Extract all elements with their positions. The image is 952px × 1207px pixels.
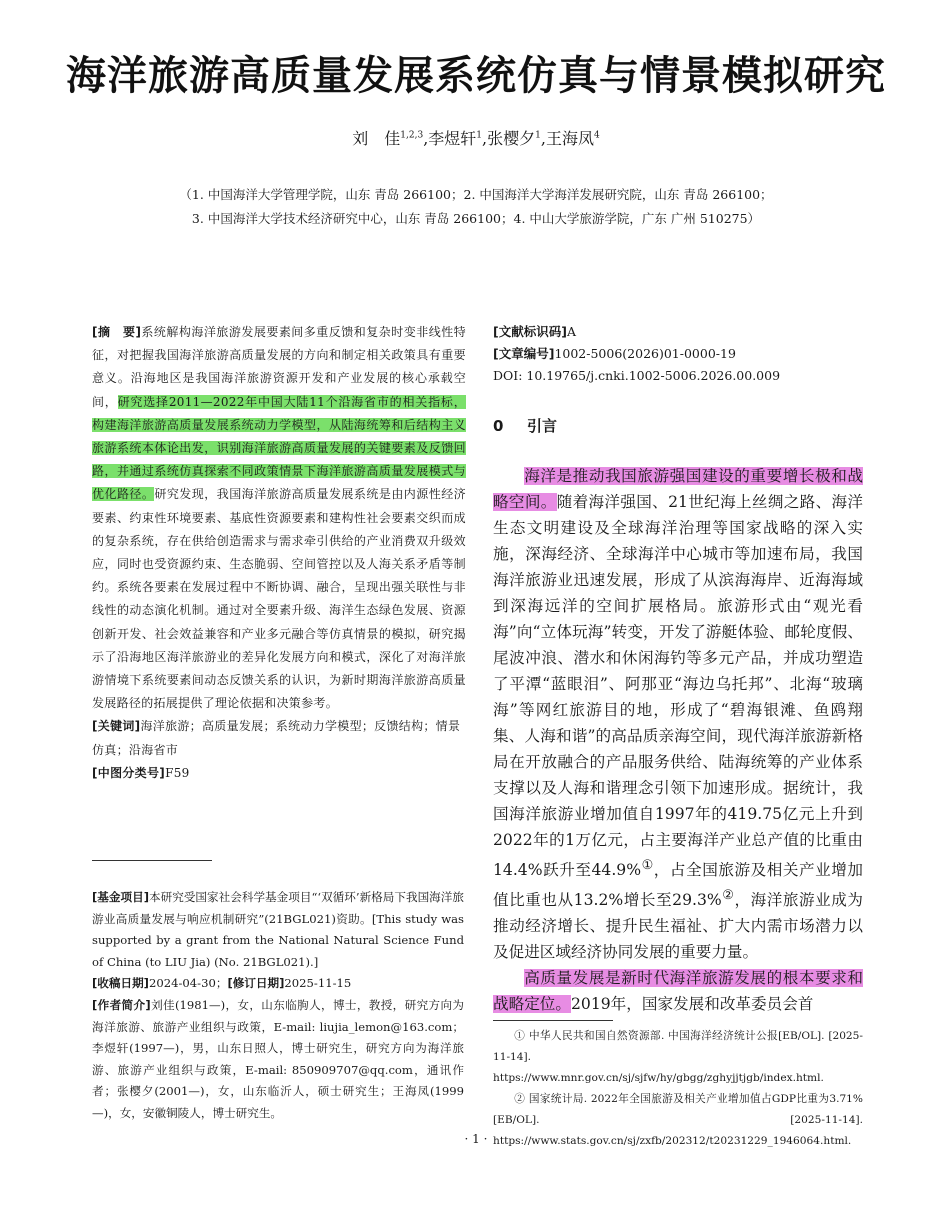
abstract-text: 研究发现，我国海洋旅游高质量发展系统是由内源性经济要素、约束性环境要素、基底性资源要素和建构性社会要素交织而成的复杂系统，存在供给创造需求与需求牵引供给的产业消费双升级效应，同时也受资源约束、生态脆弱、空间管控以及人海关系矛盾等制约。系统各要素在发展过程中不断协调、融合，呈现出强关联性与非线性的动态演化机制。通过对全要素升级、海洋生态绿色发展、资源创新开发、社会效益兼容和产业多元融合等仿真情景的模拟，研究揭示了沿海地区海洋旅游业的差异化发展方向和模式，深化了对海洋旅游情境下系统要素间动态反馈关系的认识，为新时期海洋旅游高质量发展路径的拓展提供了理论依据和决策参考。 — [92, 487, 466, 711]
footnote: ① 中华人民共和国自然资源部. 中国海洋经济统计公报[EB/OL]. [2025-11-14]. https://www.mnr.gov.cn/sj/sjfw/hy/gbgg/zghyjjtjgb/index.html. — [493, 1030, 863, 1084]
intro-paragraph: 海洋是推动我国旅游强国建设的重要增长极和战略空间。随着海洋强国、21世纪海上丝绸之路、海洋生态文明建设及全球海洋治理等国家战略的深入实施，深海经济、全球海洋中心城市等加速布局，我国海洋旅游业迅速发展，形成了从滨海海岸、近海海域到深海远洋的空间扩展格局。旅游形式由“观光看海”向“立体玩海”转变，开发了游艇体验、邮轮度假、尾波冲浪、潜水和休闲海钓等多元产品，并成功塑造了平潭“蓝眼泪”、阿那亚“海边乌托邦”、北海“玻璃海”等网红旅游目的地，形成了“碧海银滩、鱼鸥翔集、人海和谐”的高品质亲海空间，现代海洋旅游新格局在开放融合的产品服务供给、陆海统筹的产业体系支撑以及人海和谐理念引领下加速形成。据统计，我国海洋旅游业增加值自1997年的419.75亿元上升到2022年的1万亿元，占主要海洋产业总产值的比重由14.4%跃升至44.9%①，占全国旅游及相关产业增加值比重也从13.2%增长至29.3%②，海洋旅游业成为推动经济增长、提升民生福祉、扩大内需市场潜力以及促进区域经济协同发展的重要力量。 — [493, 467, 864, 962]
keywords-text: 海洋旅游；高质量发展；系统动力学模型；反馈结构；情景仿真；沿海省市 — [92, 719, 461, 757]
revised-label: [修订日期] — [227, 976, 285, 991]
author-name: 刘 佳 — [352, 129, 401, 148]
keywords — [92, 715, 466, 761]
doc-code: [文献标识码]A — [493, 324, 576, 339]
funding-block — [92, 887, 464, 1125]
author-bio-text: 刘佳(1981—)，女，山东临朐人，博士，教授，研究方向为海洋旅游、旅游产业组织与政策，E-mail: liujia_lemon@163.com；李煜轩(1997—)，男，山东日照人，博士研究生，研究方向为海洋旅游、旅游产业组织与政策，E-mail: 850909707@qq.com，通讯作者；张樱夕(2001—)，女，山东临沂人，硕士研究生；王海凤(1999—)，女，安徽铜陵人，博士研究生。 — [92, 997, 464, 1120]
author-name: 王海凤 — [545, 129, 594, 148]
section-number: 0 — [493, 417, 504, 435]
author-affil-sup: 1 — [476, 130, 483, 141]
left-column — [92, 321, 466, 785]
author-affil-sup: 4 — [593, 130, 600, 141]
classification-code: F59 — [165, 765, 190, 780]
author-name: 李煜轩 — [428, 129, 477, 148]
classification — [92, 762, 466, 785]
article-meta — [493, 321, 863, 387]
abstract-label: [摘 要] — [92, 325, 142, 339]
page-number: · 1 · — [464, 1132, 488, 1146]
intro-highlight: 海洋是推动我国旅游强国建设的重要增长极和战略空间。 — [493, 467, 863, 511]
intro-paragraph: 高质量发展是新时代海洋旅游发展的根本要求和战略定位。2019年，国家发展和改革委员会首 — [493, 969, 863, 1014]
abstract-text: 系统解构海洋旅游发展要素间多重反馈和复杂时变非线性特征，对把握我国海洋旅游高质量发展的方向和制定相关政策具有重要意义。沿海地区是我国海洋旅游资源开发和产业发展的核心承载空间， — [92, 325, 466, 409]
footnote: ② 国家统计局. 2022年全国旅游及相关产业增加值占GDP比重为3.71%[EB/OL]. [2025-11-14]. https://www.stats.gov.cn/sj/zxfb/202312/t20231229_1946064.html. — [493, 1093, 863, 1147]
article-number: [文章编号]1002-5006(2026)01-0000-19 — [493, 346, 736, 361]
section-title: 引言 — [527, 417, 558, 435]
footnote-ref: ① — [641, 858, 654, 873]
classification-label: [中图分类号] — [92, 765, 166, 780]
section-heading — [493, 415, 557, 436]
affiliation-line: （1. 中国海洋大学管理学院，山东 青岛 266100；2. 中国海洋大学海洋发展研究院，山东 青岛 266100； — [179, 187, 773, 202]
author-affil-sup: 1,2,3 — [400, 130, 424, 141]
intro-body — [493, 463, 863, 1017]
author-affil-sup: 1 — [535, 130, 541, 141]
author-bio-label: [作者简介] — [92, 997, 151, 1012]
received-label: [收稿日期] — [92, 976, 149, 991]
affiliations — [60, 183, 892, 231]
fund-text: 本研究受国家社会科学基金项目“‘双循环’新格局下我国海洋旅游业高质量发展与响应机制研究”(21BGL021)资助。[This study was supported by a grant from the National Natural Science Fund of China (to LIU Jia) (No. 21BGL021).] — [92, 890, 464, 969]
intro-highlight: 高质量发展是新时代海洋旅游发展的根本要求和战略定位。 — [493, 969, 863, 1014]
author-name: 张樱夕 — [487, 129, 536, 148]
affiliation-line: 3. 中国海洋大学技术经济研究中心，山东 青岛 266100；4. 中山大学旅游学院，广东 广州 510275） — [191, 211, 761, 226]
keywords-label: [关键词] — [92, 719, 141, 734]
footnote-divider — [493, 1020, 613, 1021]
doi: DOI: 10.19765/j.cnki.1002-5006.2026.00.009 — [493, 368, 781, 383]
abstract-highlight: 研究选择2011—2022年中国大陆11个沿海省市的相关指标，构建海洋旅游高质量发展系统动力学模型，从陆海统筹和后结构主义旅游系统本体论出发，识别海洋旅游高质量发展的关键要素及反馈回路，并通过系统仿真探索不同政策情景下海洋旅游高质量发展模式与优化路径。 — [92, 394, 466, 502]
footnote-ref: ② — [721, 888, 735, 904]
fund-label: [基金项目] — [92, 890, 150, 904]
received-date: 2024-04-30； — [148, 976, 228, 991]
footnote-divider — [92, 860, 212, 861]
revised-date: 2025-11-15 — [284, 976, 352, 991]
article-title: 海洋旅游高质量发展系统仿真与情景模拟研究 — [66, 52, 886, 99]
abstract — [92, 321, 466, 715]
author-line: 刘 佳$^{1,2,3}$,李煜轩$^1$,张樱夕$^1$,王海凤$^4$ — [352, 129, 600, 148]
